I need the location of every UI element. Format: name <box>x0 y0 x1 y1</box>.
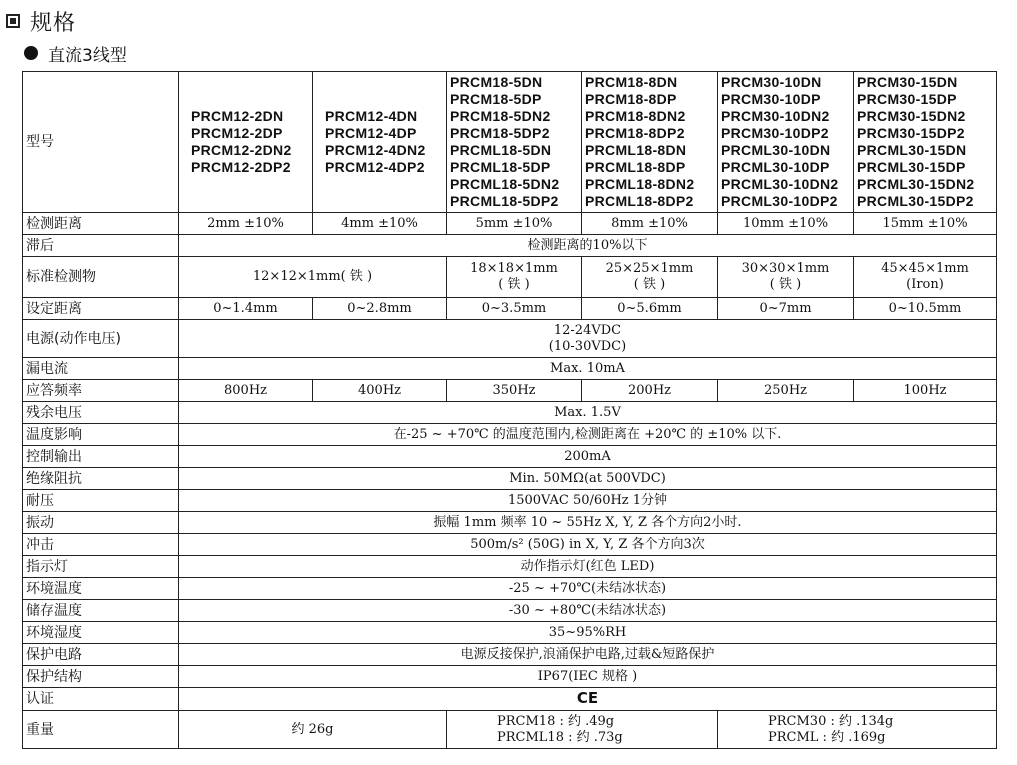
spec-table <box>22 71 997 749</box>
row-label: 保护电路 <box>23 644 179 666</box>
model-cell: PRCM12-4DN PRCM12-4DP PRCM12-4DN2 PRCM12-4DP2 <box>313 72 447 213</box>
row-label: 环境湿度 <box>23 622 179 644</box>
row-hysteresis <box>23 235 997 257</box>
value-cell: 12-24VDC (10-30VDC) <box>179 320 997 358</box>
row-dielectric-strength <box>23 490 997 512</box>
value-cell: -30 ~ +80℃(未结冰状态) <box>179 600 997 622</box>
value-cell: 100Hz <box>854 380 997 402</box>
value-cell: 1500VAC 50/60Hz 1分钟 <box>179 490 997 512</box>
row-insulation-resistance <box>23 468 997 490</box>
ce-mark-icon: CE <box>576 689 599 707</box>
row-power-supply <box>23 320 997 358</box>
row-label: 振动 <box>23 512 179 534</box>
row-sensing-distance <box>23 213 997 235</box>
row-label: 漏电流 <box>23 358 179 380</box>
value-cell <box>179 688 997 711</box>
row-label: 绝缘阻抗 <box>23 468 179 490</box>
value-cell: 0~2.8mm <box>313 298 447 320</box>
row-label: 检测距离 <box>23 213 179 235</box>
row-control-output <box>23 446 997 468</box>
row-label: 重量 <box>23 711 179 749</box>
value-cell: 0~7mm <box>718 298 854 320</box>
value-cell: 25×25×1mm ( 铁 ) <box>582 257 718 298</box>
row-label: 认证 <box>23 688 179 711</box>
value-cell: 0~1.4mm <box>179 298 313 320</box>
value-cell: 0~3.5mm <box>447 298 582 320</box>
row-label: 电源(动作电压) <box>23 320 179 358</box>
value-cell: 2mm ±10% <box>179 213 313 235</box>
value-cell: 电源反接保护,浪涌保护电路,过载&短路保护 <box>179 644 997 666</box>
section-header <box>6 6 76 36</box>
value-cell: 12×12×1mm( 铁 ) <box>179 257 447 298</box>
value-cell: 500m/s² (50G) in X, Y, Z 各个方向3次 <box>179 534 997 556</box>
model-cell: PRCM18-8DN PRCM18-8DP PRCM18-8DN2 PRCM18-8DP2 PRCML18-8DN PRCML18-8DP PRCML18-8DN2 PRCML18-8DP2 <box>582 72 718 213</box>
model-cell: PRCM12-2DN PRCM12-2DP PRCM12-2DN2 PRCM12-2DP2 <box>179 72 313 213</box>
value-cell: 18×18×1mm ( 铁 ) <box>447 257 582 298</box>
value-cell: 动作指示灯(红色 LED) <box>179 556 997 578</box>
row-label: 标准检测物 <box>23 257 179 298</box>
row-storage-temperature <box>23 600 997 622</box>
subsection-header <box>24 41 127 65</box>
value-cell: 约 26g <box>179 711 447 749</box>
value-cell: 45×45×1mm (Iron) <box>854 257 997 298</box>
model-cell: PRCM30-15DN PRCM30-15DP PRCM30-15DN2 PRCM30-15DP2 PRCML30-15DN PRCML30-15DP PRCML30-15DN2 PRCML30-15DP2 <box>854 72 997 213</box>
section-title: 规格 <box>30 10 77 36</box>
row-label: 指示灯 <box>23 556 179 578</box>
value-cell: 10mm ±10% <box>718 213 854 235</box>
value-cell: PRCM30 : 约 .134g PRCML : 约 .169g <box>718 711 997 749</box>
value-cell: -25 ~ +70℃(未结冰状态) <box>179 578 997 600</box>
row-vibration <box>23 512 997 534</box>
row-ambient-temperature <box>23 578 997 600</box>
value-cell: 5mm ±10% <box>447 213 582 235</box>
value-cell: Max. 10mA <box>179 358 997 380</box>
model-cell: PRCM30-10DN PRCM30-10DP PRCM30-10DN2 PRCM30-10DP2 PRCML30-10DN PRCML30-10DP PRCML30-10DN2 PRCML30-10DP2 <box>718 72 854 213</box>
value-cell: 振幅 1mm 频率 10 ~ 55Hz X, Y, Z 各个方向2小时. <box>179 512 997 534</box>
value-cell: 350Hz <box>447 380 582 402</box>
model-row <box>23 72 997 213</box>
value-cell: 4mm ±10% <box>313 213 447 235</box>
row-ambient-humidity <box>23 622 997 644</box>
row-label: 残余电压 <box>23 402 179 424</box>
row-label-model: 型号 <box>23 72 179 213</box>
row-residual-voltage <box>23 402 997 424</box>
row-label: 设定距离 <box>23 298 179 320</box>
row-protection-circuit <box>23 644 997 666</box>
row-label: 冲击 <box>23 534 179 556</box>
row-label: 应答频率 <box>23 380 179 402</box>
row-response-frequency <box>23 380 997 402</box>
square-bullet-icon <box>6 14 20 28</box>
value-cell: IP67(IEC 规格 ) <box>179 666 997 688</box>
value-cell: 35~95%RH <box>179 622 997 644</box>
row-label: 温度影响 <box>23 424 179 446</box>
row-label: 控制输出 <box>23 446 179 468</box>
row-label: 保护结构 <box>23 666 179 688</box>
value-cell: 0~10.5mm <box>854 298 997 320</box>
row-protection-structure <box>23 666 997 688</box>
row-certification <box>23 688 997 711</box>
row-label: 储存温度 <box>23 600 179 622</box>
value-cell: 在-25 ~ +70℃ 的温度范围内,检测距离在 +20℃ 的 ±10% 以下. <box>179 424 997 446</box>
row-setting-distance <box>23 298 997 320</box>
row-standard-target <box>23 257 997 298</box>
row-label: 滞后 <box>23 235 179 257</box>
value-cell: 30×30×1mm ( 铁 ) <box>718 257 854 298</box>
row-leakage-current <box>23 358 997 380</box>
value-cell: 15mm ±10% <box>854 213 997 235</box>
row-weight <box>23 711 997 749</box>
value-cell: Min. 50MΩ(at 500VDC) <box>179 468 997 490</box>
value-cell: 检测距离的10%以下 <box>179 235 997 257</box>
value-cell: 400Hz <box>313 380 447 402</box>
value-cell: PRCM18 : 约 .49g PRCML18 : 约 .73g <box>447 711 718 749</box>
value-cell: 200mA <box>179 446 997 468</box>
row-temperature-effect <box>23 424 997 446</box>
circle-bullet-icon <box>24 46 38 60</box>
value-cell: Max. 1.5V <box>179 402 997 424</box>
value-cell: 200Hz <box>582 380 718 402</box>
row-label: 耐压 <box>23 490 179 512</box>
model-cell: PRCM18-5DN PRCM18-5DP PRCM18-5DN2 PRCM18-5DP2 PRCML18-5DN PRCML18-5DP PRCML18-5DN2 PRCML18-5DP2 <box>447 72 582 213</box>
row-shock <box>23 534 997 556</box>
value-cell: 0~5.6mm <box>582 298 718 320</box>
value-cell: 250Hz <box>718 380 854 402</box>
row-label: 环境温度 <box>23 578 179 600</box>
value-cell: 800Hz <box>179 380 313 402</box>
value-cell: 8mm ±10% <box>582 213 718 235</box>
subsection-title: 直流3线型 <box>48 45 127 66</box>
row-indicator <box>23 556 997 578</box>
